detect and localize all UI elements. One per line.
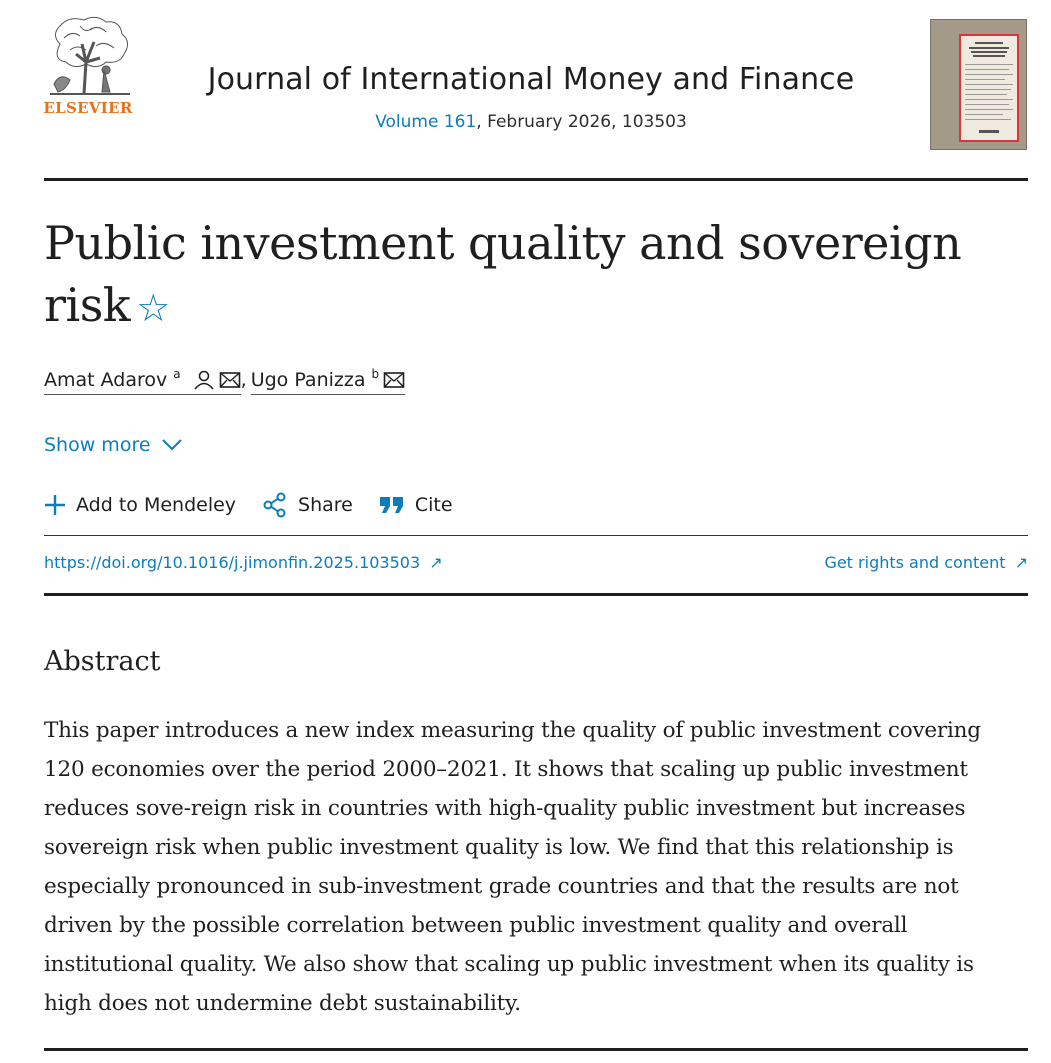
article-actions (44, 492, 479, 518)
author-name: Amat Adarov (44, 369, 168, 391)
cite-label: Cite (414, 494, 453, 516)
add-to-mendeley-button[interactable] (44, 494, 236, 516)
links-bottom-divider (44, 593, 1028, 596)
rights-text: Get rights and content (824, 553, 1006, 572)
external-link-icon: ↗ (429, 553, 443, 572)
cover-panel (959, 34, 1019, 142)
article-title (44, 212, 1004, 339)
abstract-text: This paper introduces a new index measuring the quality of public investment covering 120 economies over the period 2000–2021. It shows that scaling up public investment reduces sove-reign risk in countries with high-quality public investment but increases sovereign risk when public investment quality is low. We find that this relationship is especially pronounced in sub-investment grade countries and that the results are not driven by the possible correlation between public investment quality and overall institutional quality. We also show that scaling up public investment when its quality is high does not undermine debt sustainability. (44, 718, 981, 1016)
cite-button[interactable] (379, 494, 453, 516)
header-divider (44, 178, 1028, 181)
author-name: Ugo Panizza (250, 369, 366, 391)
plus-icon (44, 494, 66, 516)
publisher-name: ELSEVIER (43, 99, 133, 117)
cover-text-lines (961, 36, 1017, 140)
envelope-icon (383, 371, 405, 389)
journal-header (0, 0, 1051, 180)
links-top-divider (44, 535, 1028, 536)
doi-link[interactable] (44, 553, 443, 572)
abstract-bottom-divider (44, 1048, 1028, 1051)
journal-cover-thumbnail[interactable] (930, 19, 1027, 150)
person-icon (193, 370, 215, 390)
volume-link[interactable]: Volume 161 (375, 112, 477, 132)
issue-details: , February 2026, 103503 (476, 112, 687, 132)
show-more-button[interactable] (44, 434, 183, 456)
author-list (44, 369, 405, 395)
envelope-icon (219, 371, 241, 389)
elsevier-tree-icon (40, 14, 136, 100)
share-button[interactable] (262, 492, 353, 518)
chevron-down-icon (161, 438, 183, 452)
affiliation-marker: a (173, 367, 181, 381)
author-adarov[interactable] (44, 369, 241, 395)
mendeley-label: Add to Mendeley (76, 494, 237, 516)
article-title-text: Public investment quality and sovereign risk (44, 216, 962, 332)
external-link-icon: ↗ (1014, 553, 1028, 572)
abstract-heading: Abstract (44, 646, 161, 677)
journal-issue-info (140, 112, 922, 132)
author-separator: , (240, 369, 247, 391)
author-panizza[interactable] (251, 369, 405, 395)
share-icon (262, 492, 288, 518)
journal-title[interactable]: Journal of International Money and Finance (207, 62, 855, 97)
star-icon[interactable]: ☆ (136, 286, 170, 330)
quote-icon (379, 495, 405, 515)
affiliation-marker: b (371, 367, 380, 381)
get-rights-link[interactable] (824, 553, 1028, 572)
show-more-label: Show more (44, 434, 151, 456)
doi-text: https://doi.org/10.1016/j.jimonfin.2025.103503 (44, 553, 421, 572)
share-label: Share (298, 494, 353, 516)
